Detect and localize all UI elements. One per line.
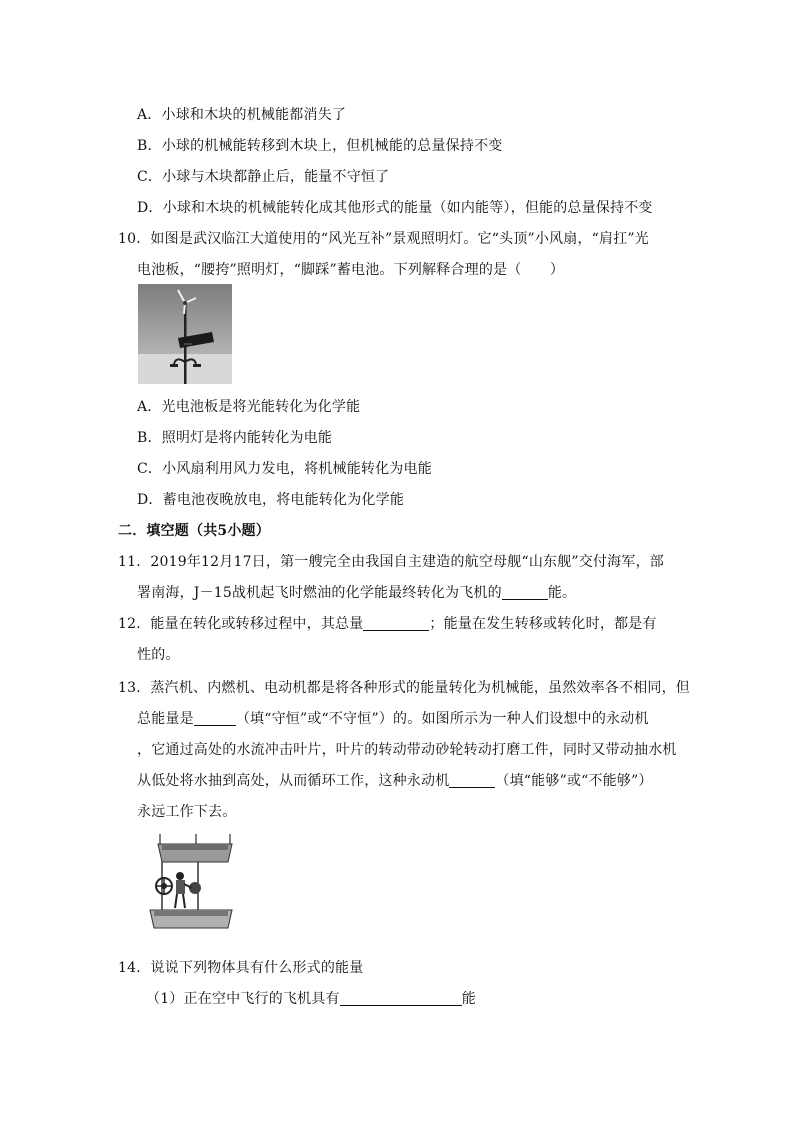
perpetual-motion-machine-figure [140, 832, 236, 932]
q11-stem-line2 [137, 582, 576, 602]
q11-text-before-blank: 署南海，J－15战机起飞时燃油的化学能最终转化为飞机的 [137, 585, 502, 601]
q13-stem-line1: 13．蒸汽机、内燃机、电动机都是将各种形式的能量转化为机械能，虽然效率各不相同，但 [118, 680, 691, 696]
q11-answer-blank[interactable] [502, 585, 548, 600]
q13-text-after-blank2: （填“能够”或“不能够”） [495, 773, 653, 789]
q14-stem: 14．说说下列物体具有什么形式的能量 [118, 960, 364, 976]
q10-stem-line2: 电池板，“腰挎”照明灯，“脚踩”蓄电池。下列解释合理的是（ ） [137, 262, 565, 278]
street-lamp-figure [138, 284, 232, 384]
q13-stem-line2 [137, 708, 649, 728]
q13-stem-line5: 永远工作下去。 [137, 804, 237, 820]
q13-text-before-blank1: 总能量是 [137, 711, 194, 727]
q10-option-a: A．光电池板是将光能转化为化学能 [137, 399, 361, 415]
section-title: 二．填空题（共5小题） [118, 523, 270, 539]
q12-stem-line1 [118, 613, 657, 633]
q14-sub1-answer-blank[interactable] [340, 991, 462, 1006]
q9-option-a: A．小球和木块的机械能都消失了 [137, 107, 347, 123]
q10-option-c: C．小风扇利用风力发电，将机械能转化为电能 [137, 461, 432, 477]
q12-text-before-blank: 12．能量在转化或转移过程中，其总量 [118, 616, 364, 632]
q9-option-d: D．小球和木块的机械能转化成其他形式的能量（如内能等），但能的总量保持不变 [137, 200, 653, 216]
q9-option-b: B．小球的机械能转移到木块上，但机械能的总量保持不变 [137, 138, 503, 154]
q10-option-b: B．照明灯是将内能转化为电能 [137, 430, 333, 446]
q13-stem-line4 [137, 770, 653, 790]
q11-stem-line1: 11．2019年12月17日，第一艘完全由我国自主建造的航空母舰“山东舰”交付海军，部 [118, 554, 664, 570]
q13-stem-line3: ，它通过高处的水流冲击叶片，叶片的转动带动砂轮转动打磨工件，同时又带动抽水机 [137, 742, 677, 758]
q13-text-before-blank2: 从低处将水抽到高处，从而循环工作，这种永动机 [137, 773, 450, 789]
q12-stem-line2: 性的。 [137, 647, 180, 663]
q12-answer-blank[interactable] [363, 616, 429, 631]
q13-text-after-blank1: （填“守恒”或“不守恒”）的。如图所示为一种人们设想中的永动机 [235, 711, 649, 727]
q13-answer-blank-1[interactable] [194, 711, 236, 726]
q9-option-c: C．小球与木块都静止后，能量不守恒了 [137, 169, 390, 185]
q14-sub1-text-after-blank: 能 [461, 991, 476, 1007]
q13-answer-blank-2[interactable] [449, 773, 495, 788]
q10-stem-line1: 10．如图是武汉临江大道使用的“风光互补”景观照明灯。它“头顶”小风扇，“肩扛”光 [118, 231, 649, 247]
q11-text-after-blank: 能。 [547, 585, 577, 601]
q12-text-after-blank: ；能量在发生转移或转化时，都是有 [429, 616, 657, 632]
q10-option-d: D．蓄电池夜晚放电，将电能转化为化学能 [137, 492, 405, 508]
q14-sub1 [146, 988, 476, 1008]
q14-sub1-text-before-blank: （1）正在空中飞行的飞机具有 [146, 991, 340, 1007]
